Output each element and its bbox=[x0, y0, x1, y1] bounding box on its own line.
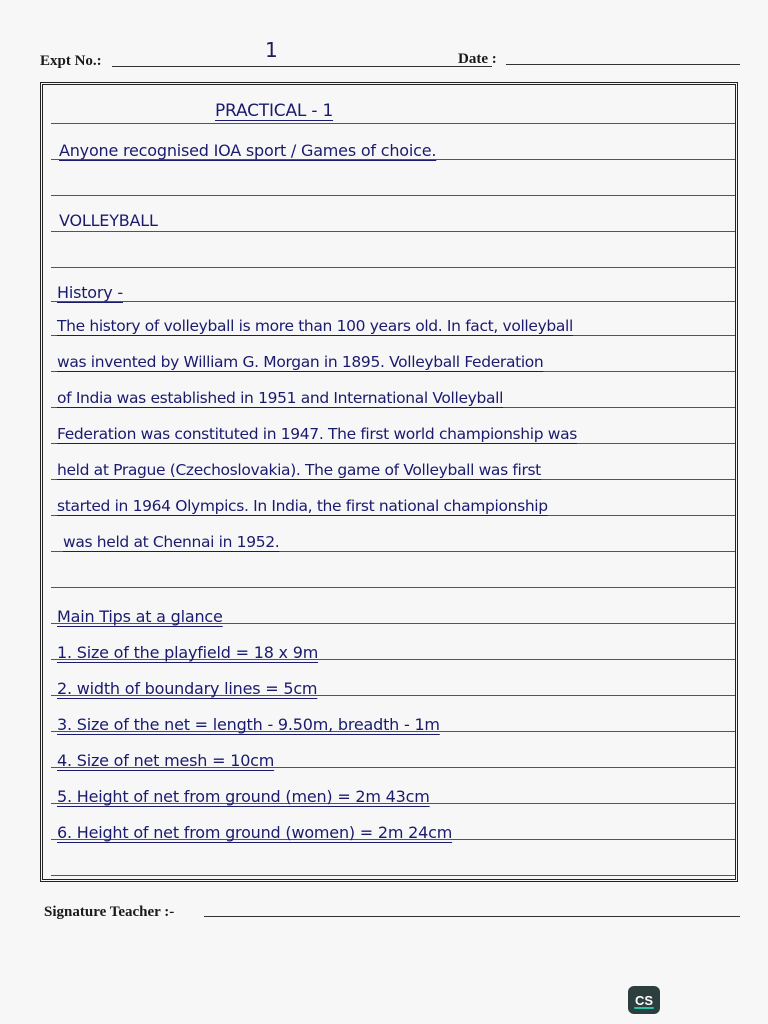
signature-line bbox=[204, 916, 740, 917]
question-line: Anyone recognised IOA sport / Games of choice. bbox=[59, 141, 437, 160]
practical-title: PRACTICAL - 1 bbox=[215, 101, 334, 121]
history-line: was invented by William G. Morgan in 1895. Volleyball Federation bbox=[57, 353, 544, 371]
rule-line bbox=[51, 371, 735, 372]
history-line: of India was established in 1951 and International Volleyball bbox=[57, 389, 504, 407]
page-header bbox=[40, 38, 740, 70]
page-footer bbox=[44, 904, 740, 924]
tip-item: 1. Size of the playfield = 18 x 9m bbox=[57, 643, 319, 662]
tips-heading: Main Tips at a glance bbox=[57, 607, 223, 626]
history-line: Federation was constituted in 1947. The first world championship was bbox=[57, 425, 577, 443]
tip-item: 3. Size of the net = length - 9.50m, breadth - 1m bbox=[57, 715, 440, 734]
tip-item: 4. Size of net mesh = 10cm bbox=[57, 751, 275, 770]
rule-line bbox=[51, 195, 735, 196]
rule-line bbox=[51, 515, 735, 516]
tip-item: 2. width of boundary lines = 5cm bbox=[57, 679, 318, 698]
rule-line bbox=[51, 335, 735, 336]
rule-line bbox=[51, 875, 735, 876]
date-line bbox=[506, 64, 740, 65]
date-label: Date : bbox=[458, 51, 497, 67]
camscanner-logo-label: CS bbox=[634, 992, 654, 1008]
rule-line bbox=[51, 479, 735, 480]
camscanner-logo-icon bbox=[628, 986, 660, 1014]
rule-line bbox=[51, 587, 735, 588]
history-heading: History - bbox=[57, 283, 123, 302]
rule-line bbox=[51, 551, 735, 552]
tip-item: 6. Height of net from ground (women) = 2m 24cm bbox=[57, 823, 453, 842]
tip-item: 5. Height of net from ground (men) = 2m 43cm bbox=[57, 787, 430, 806]
rule-line bbox=[51, 301, 735, 302]
expt-no-value: 1 bbox=[265, 38, 278, 62]
sport-name: VOLLEYBALL bbox=[59, 211, 158, 230]
rule-line bbox=[51, 267, 735, 268]
rule-line bbox=[51, 407, 735, 408]
rule-line bbox=[51, 443, 735, 444]
rule-line bbox=[51, 231, 735, 232]
expt-no-label: Expt No.: bbox=[40, 53, 102, 69]
signature-label: Signature Teacher :- bbox=[44, 904, 175, 920]
history-line: started in 1964 Olympics. In India, the first national championship bbox=[57, 497, 548, 515]
ruled-frame bbox=[40, 82, 738, 882]
expt-no-line bbox=[112, 66, 492, 67]
history-line: was held at Chennai in 1952. bbox=[63, 533, 280, 551]
history-line: held at Prague (Czechoslovakia). The game of Volleyball was first bbox=[57, 461, 541, 479]
rule-line bbox=[51, 123, 735, 124]
history-line: The history of volleyball is more than 100 years old. In fact, volleyball bbox=[57, 317, 573, 335]
